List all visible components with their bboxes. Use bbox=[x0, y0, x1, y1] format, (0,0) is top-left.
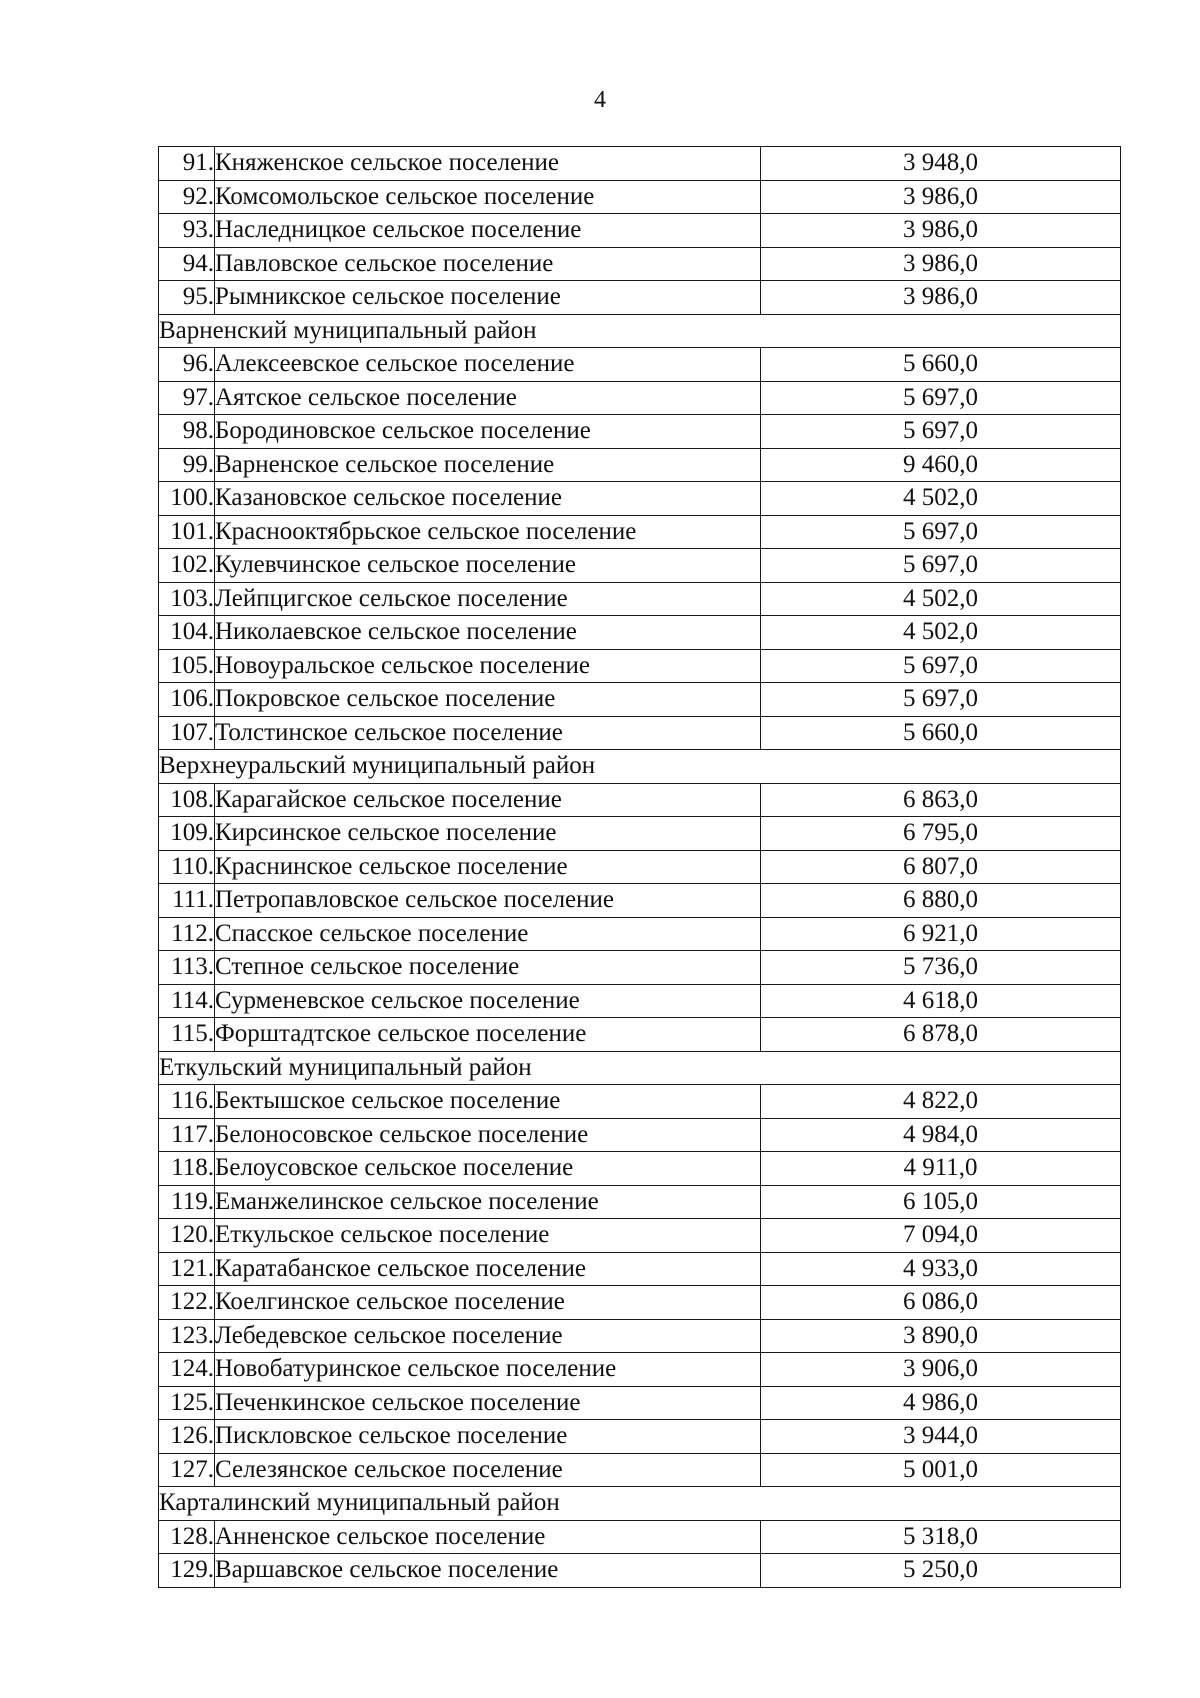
table-row bbox=[159, 180, 1121, 214]
row-number: 109. bbox=[159, 817, 215, 851]
table-row bbox=[159, 817, 1121, 851]
table-row bbox=[159, 1520, 1121, 1554]
settlement-value: 6 086,0 bbox=[761, 1286, 1121, 1320]
district-row bbox=[159, 314, 1121, 348]
settlement-value: 6 880,0 bbox=[761, 884, 1121, 918]
row-number: 102. bbox=[159, 549, 215, 583]
settlement-name: Новобатуринское сельское поселение bbox=[215, 1353, 761, 1387]
settlement-value: 5 697,0 bbox=[761, 683, 1121, 717]
settlement-name: Покровское сельское поселение bbox=[215, 683, 761, 717]
district-row bbox=[159, 1051, 1121, 1085]
settlement-value: 5 697,0 bbox=[761, 515, 1121, 549]
settlement-name: Николаевское сельское поселение bbox=[215, 616, 761, 650]
row-number: 106. bbox=[159, 683, 215, 717]
settlement-name: Форштадтское сельское поселение bbox=[215, 1018, 761, 1052]
row-number: 120. bbox=[159, 1219, 215, 1253]
settlement-name: Наследницкое сельское поселение bbox=[215, 214, 761, 248]
row-number: 99. bbox=[159, 448, 215, 482]
settlement-name: Краснинское сельское поселение bbox=[215, 850, 761, 884]
table-row bbox=[159, 1420, 1121, 1454]
settlement-name: Казановское сельское поселение bbox=[215, 482, 761, 516]
table-row bbox=[159, 1286, 1121, 1320]
row-number: 104. bbox=[159, 616, 215, 650]
settlements-table bbox=[158, 146, 1121, 1588]
table-row bbox=[159, 683, 1121, 717]
table-row bbox=[159, 783, 1121, 817]
row-number: 112. bbox=[159, 917, 215, 951]
settlement-value: 6 105,0 bbox=[761, 1185, 1121, 1219]
table-row bbox=[159, 1018, 1121, 1052]
settlement-value: 4 911,0 bbox=[761, 1152, 1121, 1186]
settlement-name: Карагайское сельское поселение bbox=[215, 783, 761, 817]
row-number: 129. bbox=[159, 1554, 215, 1588]
settlement-name: Петропавловское сельское поселение bbox=[215, 884, 761, 918]
settlement-value: 5 001,0 bbox=[761, 1453, 1121, 1487]
settlement-value: 9 460,0 bbox=[761, 448, 1121, 482]
settlement-name: Аятское сельское поселение bbox=[215, 381, 761, 415]
settlement-name: Селезянское сельское поселение bbox=[215, 1453, 761, 1487]
table-row bbox=[159, 984, 1121, 1018]
settlement-value: 3 986,0 bbox=[761, 180, 1121, 214]
page-number: 4 bbox=[594, 87, 606, 113]
row-number: 96. bbox=[159, 348, 215, 382]
table-row bbox=[159, 1118, 1121, 1152]
row-number: 125. bbox=[159, 1386, 215, 1420]
settlement-name: Еманжелинское сельское поселение bbox=[215, 1185, 761, 1219]
row-number: 119. bbox=[159, 1185, 215, 1219]
row-number: 126. bbox=[159, 1420, 215, 1454]
row-number: 107. bbox=[159, 716, 215, 750]
settlement-name: Спасское сельское поселение bbox=[215, 917, 761, 951]
settlement-name: Княженское сельское поселение bbox=[215, 147, 761, 181]
settlement-value: 4 984,0 bbox=[761, 1118, 1121, 1152]
row-number: 128. bbox=[159, 1520, 215, 1554]
table-row bbox=[159, 1453, 1121, 1487]
settlement-name: Сурменевское сельское поселение bbox=[215, 984, 761, 1018]
settlement-name: Белоносовское сельское поселение bbox=[215, 1118, 761, 1152]
table-row bbox=[159, 247, 1121, 281]
settlement-name: Кулевчинское сельское поселение bbox=[215, 549, 761, 583]
settlement-name: Комсомольское сельское поселение bbox=[215, 180, 761, 214]
row-number: 115. bbox=[159, 1018, 215, 1052]
table-row bbox=[159, 649, 1121, 683]
settlement-name: Коелгинское сельское поселение bbox=[215, 1286, 761, 1320]
row-number: 97. bbox=[159, 381, 215, 415]
district-name: Варненский муниципальный район bbox=[159, 314, 1121, 348]
settlement-value: 6 807,0 bbox=[761, 850, 1121, 884]
settlement-name: Варненское сельское поселение bbox=[215, 448, 761, 482]
settlement-value: 3 986,0 bbox=[761, 247, 1121, 281]
settlement-value: 3 986,0 bbox=[761, 281, 1121, 315]
settlement-name: Каратабанское сельское поселение bbox=[215, 1252, 761, 1286]
table-row bbox=[159, 1319, 1121, 1353]
row-number: 105. bbox=[159, 649, 215, 683]
settlement-value: 5 697,0 bbox=[761, 549, 1121, 583]
row-number: 94. bbox=[159, 247, 215, 281]
row-number: 91. bbox=[159, 147, 215, 181]
settlement-value: 5 697,0 bbox=[761, 381, 1121, 415]
table-row bbox=[159, 716, 1121, 750]
settlement-name: Варшавское сельское поселение bbox=[215, 1554, 761, 1588]
settlement-name: Новоуральское сельское поселение bbox=[215, 649, 761, 683]
settlement-value: 4 502,0 bbox=[761, 582, 1121, 616]
table-row bbox=[159, 448, 1121, 482]
settlement-value: 5 660,0 bbox=[761, 716, 1121, 750]
row-number: 110. bbox=[159, 850, 215, 884]
settlement-name: Толстинское сельское поселение bbox=[215, 716, 761, 750]
settlement-name: Лейпцигское сельское поселение bbox=[215, 582, 761, 616]
row-number: 93. bbox=[159, 214, 215, 248]
row-number: 118. bbox=[159, 1152, 215, 1186]
settlement-value: 6 921,0 bbox=[761, 917, 1121, 951]
table-row bbox=[159, 917, 1121, 951]
settlement-value: 3 944,0 bbox=[761, 1420, 1121, 1454]
row-number: 122. bbox=[159, 1286, 215, 1320]
table-row bbox=[159, 415, 1121, 449]
row-number: 127. bbox=[159, 1453, 215, 1487]
settlement-value: 3 906,0 bbox=[761, 1353, 1121, 1387]
table-row bbox=[159, 147, 1121, 181]
table-row bbox=[159, 515, 1121, 549]
row-number: 114. bbox=[159, 984, 215, 1018]
settlement-value: 6 863,0 bbox=[761, 783, 1121, 817]
settlement-value: 4 618,0 bbox=[761, 984, 1121, 1018]
row-number: 98. bbox=[159, 415, 215, 449]
settlement-name: Краснооктябрьское сельское поселение bbox=[215, 515, 761, 549]
settlement-value: 5 660,0 bbox=[761, 348, 1121, 382]
settlement-name: Бородиновское сельское поселение bbox=[215, 415, 761, 449]
district-row bbox=[159, 1487, 1121, 1521]
settlement-value: 4 822,0 bbox=[761, 1085, 1121, 1119]
settlement-name: Павловское сельское поселение bbox=[215, 247, 761, 281]
table-row bbox=[159, 1386, 1121, 1420]
settlement-name: Кирсинское сельское поселение bbox=[215, 817, 761, 851]
district-name: Верхнеуральский муниципальный район bbox=[159, 750, 1121, 784]
settlement-value: 5 697,0 bbox=[761, 649, 1121, 683]
row-number: 121. bbox=[159, 1252, 215, 1286]
row-number: 117. bbox=[159, 1118, 215, 1152]
table-row bbox=[159, 1185, 1121, 1219]
table-row bbox=[159, 951, 1121, 985]
row-number: 124. bbox=[159, 1353, 215, 1387]
table-row bbox=[159, 1252, 1121, 1286]
settlement-name: Рымникское сельское поселение bbox=[215, 281, 761, 315]
settlement-value: 4 986,0 bbox=[761, 1386, 1121, 1420]
table-row bbox=[159, 582, 1121, 616]
table-row bbox=[159, 214, 1121, 248]
settlement-name: Бектышское сельское поселение bbox=[215, 1085, 761, 1119]
row-number: 111. bbox=[159, 884, 215, 918]
settlement-value: 3 948,0 bbox=[761, 147, 1121, 181]
settlement-name: Степное сельское поселение bbox=[215, 951, 761, 985]
row-number: 116. bbox=[159, 1085, 215, 1119]
settlement-value: 5 318,0 bbox=[761, 1520, 1121, 1554]
row-number: 92. bbox=[159, 180, 215, 214]
settlement-value: 5 697,0 bbox=[761, 415, 1121, 449]
settlement-name: Лебедевское сельское поселение bbox=[215, 1319, 761, 1353]
settlement-value: 4 502,0 bbox=[761, 616, 1121, 650]
table-row bbox=[159, 884, 1121, 918]
settlement-name: Еткульское сельское поселение bbox=[215, 1219, 761, 1253]
district-name: Карталинский муниципальный район bbox=[159, 1487, 1121, 1521]
settlement-name: Анненское сельское поселение bbox=[215, 1520, 761, 1554]
row-number: 113. bbox=[159, 951, 215, 985]
row-number: 100. bbox=[159, 482, 215, 516]
settlement-name: Белоусовское сельское поселение bbox=[215, 1152, 761, 1186]
row-number: 95. bbox=[159, 281, 215, 315]
settlement-value: 4 502,0 bbox=[761, 482, 1121, 516]
row-number: 101. bbox=[159, 515, 215, 549]
settlement-value: 5 250,0 bbox=[761, 1554, 1121, 1588]
table-row bbox=[159, 1152, 1121, 1186]
settlement-value: 4 933,0 bbox=[761, 1252, 1121, 1286]
table-row bbox=[159, 549, 1121, 583]
settlement-name: Алексеевское сельское поселение bbox=[215, 348, 761, 382]
table-row bbox=[159, 1353, 1121, 1387]
settlement-value: 7 094,0 bbox=[761, 1219, 1121, 1253]
table-row bbox=[159, 381, 1121, 415]
table-row bbox=[159, 850, 1121, 884]
table-row bbox=[159, 348, 1121, 382]
table-body bbox=[159, 147, 1121, 1588]
settlement-value: 6 795,0 bbox=[761, 817, 1121, 851]
settlement-value: 3 986,0 bbox=[761, 214, 1121, 248]
district-name: Еткульский муниципальный район bbox=[159, 1051, 1121, 1085]
row-number: 103. bbox=[159, 582, 215, 616]
district-row bbox=[159, 750, 1121, 784]
table-row bbox=[159, 616, 1121, 650]
table-row bbox=[159, 1085, 1121, 1119]
table-row bbox=[159, 1219, 1121, 1253]
settlement-value: 6 878,0 bbox=[761, 1018, 1121, 1052]
row-number: 123. bbox=[159, 1319, 215, 1353]
settlement-value: 3 890,0 bbox=[761, 1319, 1121, 1353]
settlement-value: 5 736,0 bbox=[761, 951, 1121, 985]
row-number: 108. bbox=[159, 783, 215, 817]
settlement-name: Печенкинское сельское поселение bbox=[215, 1386, 761, 1420]
table-row bbox=[159, 1554, 1121, 1588]
table-row bbox=[159, 281, 1121, 315]
table-row bbox=[159, 482, 1121, 516]
settlement-name: Писклoвское сельское поселение bbox=[215, 1420, 761, 1454]
